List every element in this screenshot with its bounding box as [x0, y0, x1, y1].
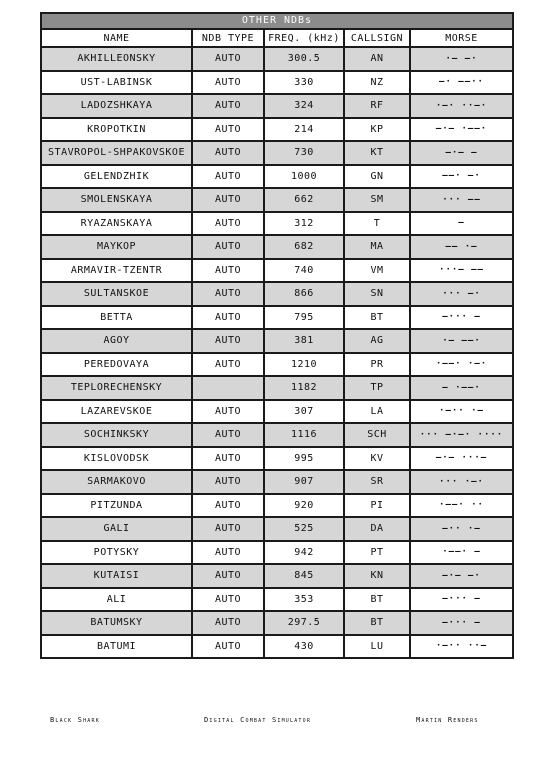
cell-ndb-type: AUTO [192, 235, 264, 259]
table-row [42, 400, 512, 424]
cell-ndb-type: AUTO [192, 282, 264, 306]
cell-name: SULTANSKOE [42, 282, 192, 306]
cell-name: LAZAREVSKOE [42, 400, 192, 424]
table-row [42, 141, 512, 165]
cell-name: TEPLORECHENSKY [42, 376, 192, 400]
table-row [42, 635, 512, 658]
table-row [42, 188, 512, 212]
cell-ndb-type: AUTO [192, 71, 264, 95]
table-row [42, 47, 512, 71]
cell-morse: ···– –– [410, 259, 512, 283]
cell-frequency: 297.5 [264, 611, 344, 635]
footer-right: Martin Renders [416, 716, 479, 724]
cell-callsign: TP [344, 376, 410, 400]
cell-morse: –··· – [410, 611, 512, 635]
cell-morse: –·– –· [410, 564, 512, 588]
cell-name: SMOLENSKAYA [42, 188, 192, 212]
col-header-frequency: FREQ. (kHz) [264, 30, 344, 47]
cell-ndb-type: AUTO [192, 165, 264, 189]
cell-name: ALI [42, 588, 192, 612]
cell-frequency: 682 [264, 235, 344, 259]
cell-frequency: 730 [264, 141, 344, 165]
cell-name: AGOY [42, 329, 192, 353]
table-row [42, 259, 512, 283]
cell-callsign: BT [344, 611, 410, 635]
cell-name: RYAZANSKAYA [42, 212, 192, 236]
table-row [42, 423, 512, 447]
cell-name: GELENDZHIK [42, 165, 192, 189]
cell-name: SARMAKOVO [42, 470, 192, 494]
table-body [42, 47, 512, 657]
cell-name: MAYKOP [42, 235, 192, 259]
footer-left: Black Shark [50, 716, 100, 724]
col-header-name: NAME [42, 30, 192, 47]
cell-name: SOCHINKSKY [42, 423, 192, 447]
cell-callsign: NZ [344, 71, 410, 95]
table-row [42, 94, 512, 118]
cell-ndb-type: AUTO [192, 47, 264, 71]
cell-ndb-type: AUTO [192, 118, 264, 142]
cell-frequency: 907 [264, 470, 344, 494]
cell-frequency: 1000 [264, 165, 344, 189]
ndb-table [42, 30, 512, 657]
cell-callsign: T [344, 212, 410, 236]
cell-morse: –·– ···– [410, 447, 512, 471]
cell-morse: ··· –·–· ···· [410, 423, 512, 447]
cell-callsign: SM [344, 188, 410, 212]
table-row [42, 306, 512, 330]
table-row [42, 71, 512, 95]
cell-name: BETTA [42, 306, 192, 330]
cell-ndb-type: AUTO [192, 494, 264, 518]
cell-frequency: 740 [264, 259, 344, 283]
table-row [42, 212, 512, 236]
cell-ndb-type: AUTO [192, 188, 264, 212]
cell-callsign: VM [344, 259, 410, 283]
cell-callsign: LA [344, 400, 410, 424]
cell-callsign: PR [344, 353, 410, 377]
cell-callsign: AN [344, 47, 410, 71]
cell-morse: –·· ·– [410, 517, 512, 541]
cell-frequency: 430 [264, 635, 344, 658]
table-row [42, 470, 512, 494]
cell-callsign: GN [344, 165, 410, 189]
table-row [42, 564, 512, 588]
cell-frequency: 307 [264, 400, 344, 424]
cell-morse: – ·––· [410, 376, 512, 400]
table-row [42, 494, 512, 518]
cell-name: PITZUNDA [42, 494, 192, 518]
cell-ndb-type: AUTO [192, 329, 264, 353]
cell-ndb-type [192, 376, 264, 400]
cell-morse: –·– ·––· [410, 118, 512, 142]
cell-callsign: SN [344, 282, 410, 306]
cell-frequency: 214 [264, 118, 344, 142]
cell-callsign: RF [344, 94, 410, 118]
cell-name: STAVROPOL-SHPAKOVSKOE [42, 141, 192, 165]
col-header-callsign: CALLSIGN [344, 30, 410, 47]
cell-ndb-type: AUTO [192, 588, 264, 612]
cell-ndb-type: AUTO [192, 447, 264, 471]
cell-frequency: 1210 [264, 353, 344, 377]
cell-morse: ·– ––· [410, 329, 512, 353]
cell-morse: ·–·· ··– [410, 635, 512, 658]
cell-ndb-type: AUTO [192, 400, 264, 424]
cell-morse: ·–· ··–· [410, 94, 512, 118]
cell-morse: ·––· – [410, 541, 512, 565]
cell-name: POTYSKY [42, 541, 192, 565]
cell-ndb-type: AUTO [192, 423, 264, 447]
cell-ndb-type: AUTO [192, 353, 264, 377]
cell-frequency: 330 [264, 71, 344, 95]
cell-frequency: 1182 [264, 376, 344, 400]
table-row [42, 376, 512, 400]
cell-frequency: 324 [264, 94, 344, 118]
cell-frequency: 920 [264, 494, 344, 518]
cell-name: KUTAISI [42, 564, 192, 588]
table-row [42, 611, 512, 635]
cell-callsign: SCH [344, 423, 410, 447]
cell-name: UST-LABINSK [42, 71, 192, 95]
cell-ndb-type: AUTO [192, 94, 264, 118]
table-row [42, 588, 512, 612]
cell-callsign: PI [344, 494, 410, 518]
cell-ndb-type: AUTO [192, 470, 264, 494]
cell-morse: –– ·– [410, 235, 512, 259]
cell-name: AKHILLEONSKY [42, 47, 192, 71]
cell-callsign: KP [344, 118, 410, 142]
cell-ndb-type: AUTO [192, 212, 264, 236]
table-row [42, 118, 512, 142]
cell-callsign: LU [344, 635, 410, 658]
cell-frequency: 662 [264, 188, 344, 212]
cell-name: BATUMSKY [42, 611, 192, 635]
cell-frequency: 995 [264, 447, 344, 471]
col-header-morse: MORSE [410, 30, 512, 47]
cell-morse: ·––· ·· [410, 494, 512, 518]
cell-frequency: 1116 [264, 423, 344, 447]
cell-frequency: 300.5 [264, 47, 344, 71]
cell-callsign: KV [344, 447, 410, 471]
cell-callsign: AG [344, 329, 410, 353]
cell-morse: ·– –· [410, 47, 512, 71]
cell-callsign: BT [344, 306, 410, 330]
cell-morse: ··· –– [410, 188, 512, 212]
cell-callsign: KN [344, 564, 410, 588]
cell-ndb-type: AUTO [192, 259, 264, 283]
cell-frequency: 866 [264, 282, 344, 306]
cell-frequency: 845 [264, 564, 344, 588]
cell-callsign: BT [344, 588, 410, 612]
cell-name: KROPOTKIN [42, 118, 192, 142]
cell-ndb-type: AUTO [192, 141, 264, 165]
cell-frequency: 795 [264, 306, 344, 330]
table-row [42, 447, 512, 471]
cell-ndb-type: AUTO [192, 564, 264, 588]
cell-callsign: MA [344, 235, 410, 259]
cell-callsign: PT [344, 541, 410, 565]
footer-center: Digital Combat Simulator [204, 716, 312, 724]
cell-name: ARMAVIR-TZENTR [42, 259, 192, 283]
table-row [42, 329, 512, 353]
cell-callsign: DA [344, 517, 410, 541]
col-header-ndb-type: NDB TYPE [192, 30, 264, 47]
cell-name: PEREDOVAYA [42, 353, 192, 377]
cell-morse: ··· ·–· [410, 470, 512, 494]
cell-name: LADOZSHKAYA [42, 94, 192, 118]
cell-frequency: 525 [264, 517, 344, 541]
cell-ndb-type: AUTO [192, 541, 264, 565]
cell-morse: –·– – [410, 141, 512, 165]
cell-name: GALI [42, 517, 192, 541]
cell-morse: – [410, 212, 512, 236]
table-row [42, 165, 512, 189]
cell-name: KISLOVODSK [42, 447, 192, 471]
table-row [42, 282, 512, 306]
cell-morse: ·––· ·–· [410, 353, 512, 377]
cell-ndb-type: AUTO [192, 306, 264, 330]
cell-morse: ––· –· [410, 165, 512, 189]
table-title: OTHER NDBs [42, 14, 512, 30]
cell-morse: –··· – [410, 306, 512, 330]
cell-ndb-type: AUTO [192, 635, 264, 658]
table-row [42, 541, 512, 565]
cell-callsign: SR [344, 470, 410, 494]
header-row [42, 30, 512, 47]
cell-frequency: 312 [264, 212, 344, 236]
cell-frequency: 381 [264, 329, 344, 353]
table-row [42, 517, 512, 541]
cell-ndb-type: AUTO [192, 517, 264, 541]
cell-morse: –· ––·· [410, 71, 512, 95]
table-row [42, 235, 512, 259]
cell-morse: –··· – [410, 588, 512, 612]
cell-name: BATUMI [42, 635, 192, 658]
cell-morse: ··· –· [410, 282, 512, 306]
cell-morse: ·–·· ·– [410, 400, 512, 424]
cell-frequency: 942 [264, 541, 344, 565]
cell-callsign: KT [344, 141, 410, 165]
ndb-sheet [40, 12, 514, 659]
cell-frequency: 353 [264, 588, 344, 612]
table-row [42, 353, 512, 377]
cell-ndb-type: AUTO [192, 611, 264, 635]
